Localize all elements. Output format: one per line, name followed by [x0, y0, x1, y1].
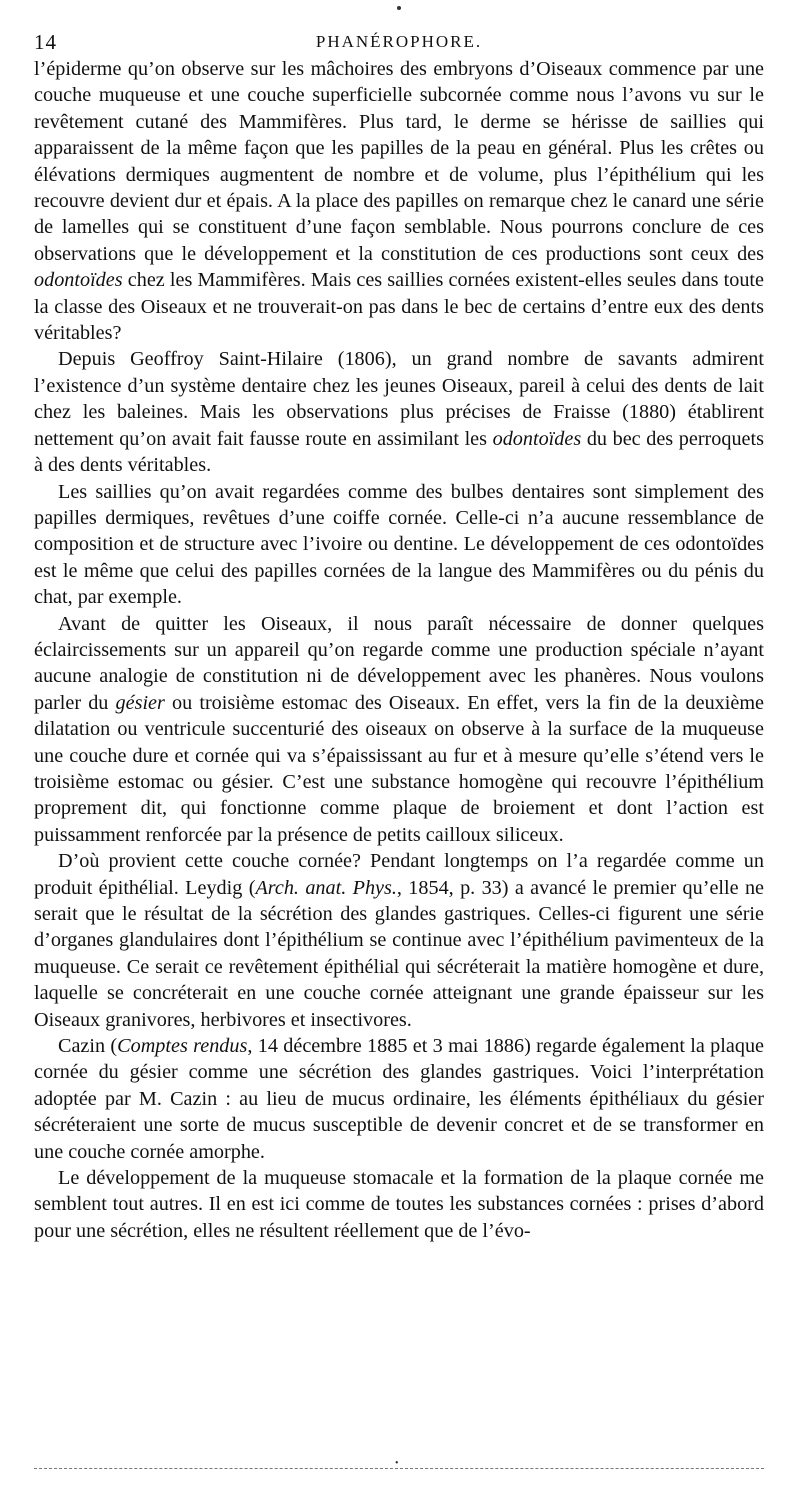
- text-run: Le développement de la muqueuse stomacale et la formation de la plaque cornée me semblent tout autres. Il en est ici comme de toutes les substances cornées : prises d’abord pour une sécrétion, elles ne résultent réellement que de l’évo-: [34, 1167, 764, 1242]
- italic-text: gésier: [115, 691, 165, 714]
- running-head: PHANÉROPHORE.: [315, 32, 483, 51]
- italic-text: Comptes rendus: [117, 1035, 248, 1058]
- text-run: du bec des perroquets à des dents véritables.: [34, 427, 764, 477]
- text-run: l’épiderme qu’on observe sur les mâchoires des embryons d’Oiseaux commence par une couche muqueuse et une couche superficielle subcornée comme nous l’avons vu sur le revêtement cutané des Mammifères. Plus tard, le derme se hérisse de saillies qui apparaissent de la même façon que les papilles de la peau en général. Plus les crêtes ou élévations dermiques augmentent de nombre et de volume, plus l’épithélium qui les recouvre devient dur et épais. A la place des papilles on remarque chez le canard une série de lamelles qui se constituent d’une façon semblable. Nous pourrons conclure de ces observations que le développement et la constitution de ces productions sont ceux des: [34, 58, 764, 265]
- page-header: [34, 30, 764, 56]
- footer-rule: [34, 1468, 764, 1469]
- text-run: chez les Mammifères. Mais ces saillies cornées existent-elles seules dans toute la classe des Oiseaux et ne trouverait-on pas dans le bec de certains d’entre eux des dents véritables?: [34, 269, 764, 345]
- paragraph: [34, 346, 764, 478]
- text-run: Depuis Geoffroy Saint-Hilaire (1806), un grand nombre de savants admirent l’existence d’un système dentaire chez les jeunes Oiseaux, pareil à celui des dents de lait chez les baleines. Mais les observations plus précises de Fraisse (1880) établirent nettement qu’on avait fait fausse route en assimilant les: [34, 348, 764, 450]
- paragraph: [34, 1033, 764, 1165]
- page-number: 14: [34, 30, 57, 54]
- text-run: , 14 décembre 1885 et 3 mai 1886) regarde également la plaque cornée du gésier comme une sécrétion des glandes gastriques. Voici l’interprétation adoptée par M. Cazin : au lieu de mucus ordinaire, les éléments épithéliaux du gésier sécréteraient une sorte de mucus susceptible de devenir concret et de se transformer en une couche cornée amorphe.: [34, 1035, 764, 1163]
- paragraph: [34, 479, 764, 611]
- text-run: Les saillies qu’on avait regardées comme des bulbes dentaires sont simplement des papilles dermiques, revêtues d’une coiffe cornée. Celle-ci n’a aucune ressemblance de composition et de structure avec l’ivoire ou dentine. Le développement de ces odontoïdes est le même que celui des papilles cornées de la langue des Mammifères ou du pénis du chat, par exemple.: [34, 480, 764, 609]
- text-run: Avant de quitter les Oiseaux, il nous paraît nécessaire de donner quelques éclaircissements sur un appareil qu’on regarde comme une production spéciale n’ayant aucune analogie de constitution ni de développement avec les phanères. Nous voulons parler du: [34, 612, 764, 714]
- italic-text: Arch. anat. Phys.: [255, 876, 397, 899]
- page-top-mark: [397, 6, 401, 10]
- italic-text: odontoïdes: [34, 269, 123, 292]
- paragraph: [34, 56, 764, 346]
- italic-text: odontoïdes: [492, 427, 582, 450]
- text-run: Cazin (: [58, 1035, 118, 1058]
- footer-mark: •: [395, 1458, 399, 1469]
- text-run: ou troisième estomac des Oiseaux. En effet, vers la fin de la deuxième dilatation ou ventricule succenturié des oiseaux on observe à la surface de la muqueuse une couche dure et cornée qui va s’épaississant au fur et à mesure qu’elle s’étend vers le troisième estomac ou gésier. C’est une substance homogène qui recouvre l’épithélium proprement dit, qui fonctionne comme plaque de broiement et dont l’action est puissamment renforcée par la présence de petits cailloux siliceux.: [34, 691, 764, 846]
- paragraph: [34, 848, 764, 1033]
- page: [34, 30, 764, 1244]
- text-run: D’où provient cette couche cornée? Pendant longtemps on l’a regardée comme un produit épithélial. Leydig (: [34, 850, 764, 899]
- paragraph: [34, 1165, 764, 1244]
- paragraph: [34, 611, 764, 849]
- text-run: , 1854, p. 33) a avancé le premier qu’elle ne serait que le résultat de la sécrétion des glandes gastriques. Celles-ci figurent une série d’organes glandulaires dont l’épithélium se continue avec l’épithélium pavimenteux de la muqueuse. Ce serait ce revêtement épithélial qui sécréterait la matière homogène et dure, laquelle se concréterait en une couche cornée atteignant une grande épaisseur sur les Oiseaux granivores, herbivores et insectivores.: [34, 876, 764, 1031]
- body-text: [34, 56, 764, 1244]
